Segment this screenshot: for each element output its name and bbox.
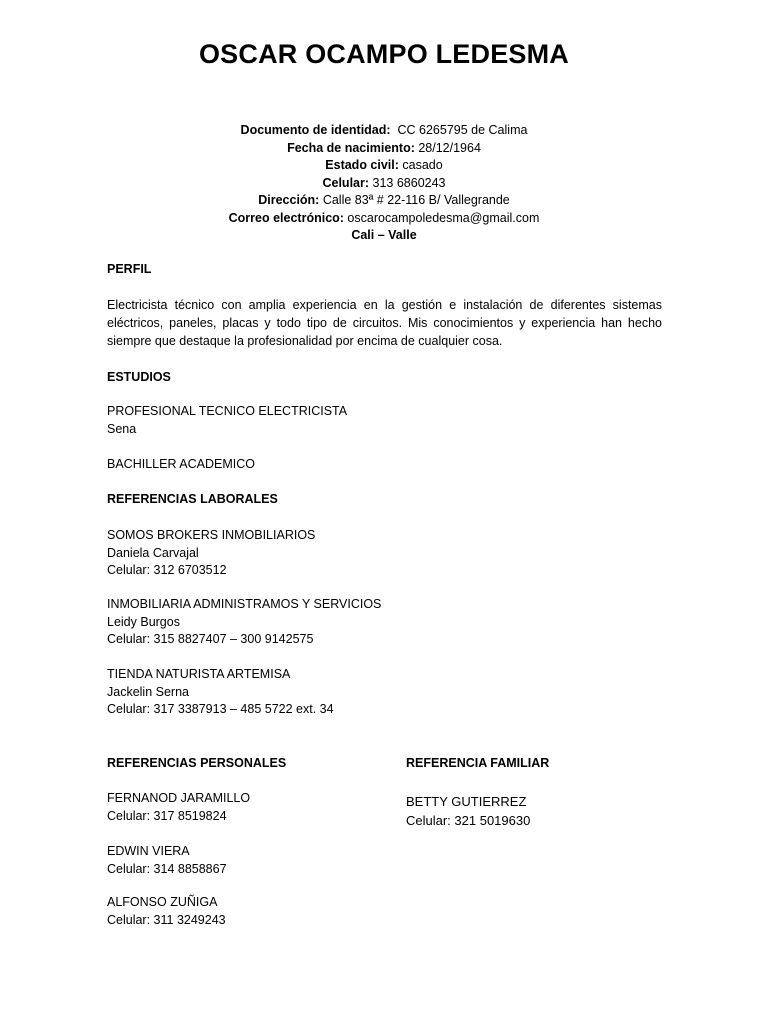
city: Cali – Valle (351, 228, 417, 242)
contact-phone-row (0, 175, 768, 193)
contact-city-row (0, 227, 768, 245)
personal-ref-name: EDWIN VIERA (107, 844, 190, 858)
address-label: Dirección: (258, 193, 320, 207)
personal-ref-item (107, 894, 226, 929)
contact-block (0, 122, 768, 245)
work-ref-phone: Celular: 317 3387913 – 485 5722 ext. 34 (107, 702, 334, 716)
contact-civil-row (0, 157, 768, 175)
personal-ref-name: FERNANOD JARAMILLO (107, 791, 251, 805)
work-ref-item (107, 527, 315, 580)
civil-value: casado (398, 158, 443, 172)
contact-address-row (0, 192, 768, 210)
birth-label: Fecha de nacimiento: (287, 140, 415, 155)
study-institution: Sena (107, 421, 137, 436)
email-label: Correo electrónico: (228, 210, 344, 225)
studies-heading: ESTUDIOS (107, 370, 171, 384)
work-ref-company: SOMOS BROKERS INMOBILIARIOS (107, 528, 316, 542)
phone-label: Celular: (322, 175, 370, 190)
family-ref-name: BETTY GUTIERREZ (406, 794, 527, 809)
email-value: oscarocampoledesma@gmail.com (343, 210, 540, 225)
address-value: Calle 83ª # 22-116 B/ Vallegrande (319, 193, 510, 207)
study-title: BACHILLER ACADEMICO (107, 457, 255, 471)
id-label: Documento de identidad: (240, 123, 391, 137)
work-ref-company: TIENDA NATURISTA ARTEMISA (107, 667, 291, 681)
personal-ref-item (107, 790, 250, 825)
study-item (107, 456, 255, 474)
study-item (107, 403, 347, 438)
personal-ref-phone: Celular: 317 8519824 (107, 808, 227, 823)
contact-id-row (0, 122, 768, 140)
work-refs-heading: REFERENCIAS LABORALES (107, 492, 278, 506)
phone-value: 313 6860243 (369, 175, 446, 190)
work-ref-item (107, 596, 381, 649)
contact-birth-row (0, 140, 768, 158)
personal-ref-phone: Celular: 311 3249243 (107, 912, 226, 927)
work-ref-phone: Celular: 315 8827407 – 300 9142575 (107, 632, 314, 646)
contact-email-row (0, 210, 768, 228)
work-ref-item (107, 666, 334, 719)
personal-ref-item (107, 843, 227, 878)
id-value: CC 6265795 de Calima (390, 123, 528, 137)
personal-ref-name: ALFONSO ZUÑIGA (107, 895, 218, 909)
work-ref-company: INMOBILIARIA ADMINISTRAMOS Y SERVICIOS (107, 597, 382, 611)
birth-value: 28/12/1964 (414, 140, 481, 155)
work-ref-contact: Leidy Burgos (107, 614, 180, 629)
work-ref-contact: Daniela Carvajal (107, 545, 199, 560)
study-title: PROFESIONAL TECNICO ELECTRICISTA (107, 404, 348, 418)
profile-heading: PERFIL (107, 262, 152, 276)
family-ref-item (406, 792, 530, 830)
profile-text: Electricista técnico con amplia experiencia en la gestión e instalación de diferentes sistemas eléctricos, paneles, placas y todo tipo de circuitos. Mis conocimientos y experiencia han hecho siempre que destaque la profesionalidad por encima de cualquier cosa. (107, 298, 662, 348)
personal-refs-heading: REFERENCIAS PERSONALES (107, 756, 287, 770)
family-ref-heading: REFERENCIA FAMILIAR (406, 756, 550, 770)
family-ref-phone: Celular: 321 5019630 (406, 813, 531, 828)
personal-ref-phone: Celular: 314 8858867 (107, 861, 227, 876)
work-ref-phone: Celular: 312 6703512 (107, 563, 227, 577)
work-ref-contact: Jackelin Serna (107, 684, 189, 699)
civil-label: Estado civil: (325, 158, 399, 172)
page-title: OSCAR OCAMPO LEDESMA (198, 39, 570, 69)
